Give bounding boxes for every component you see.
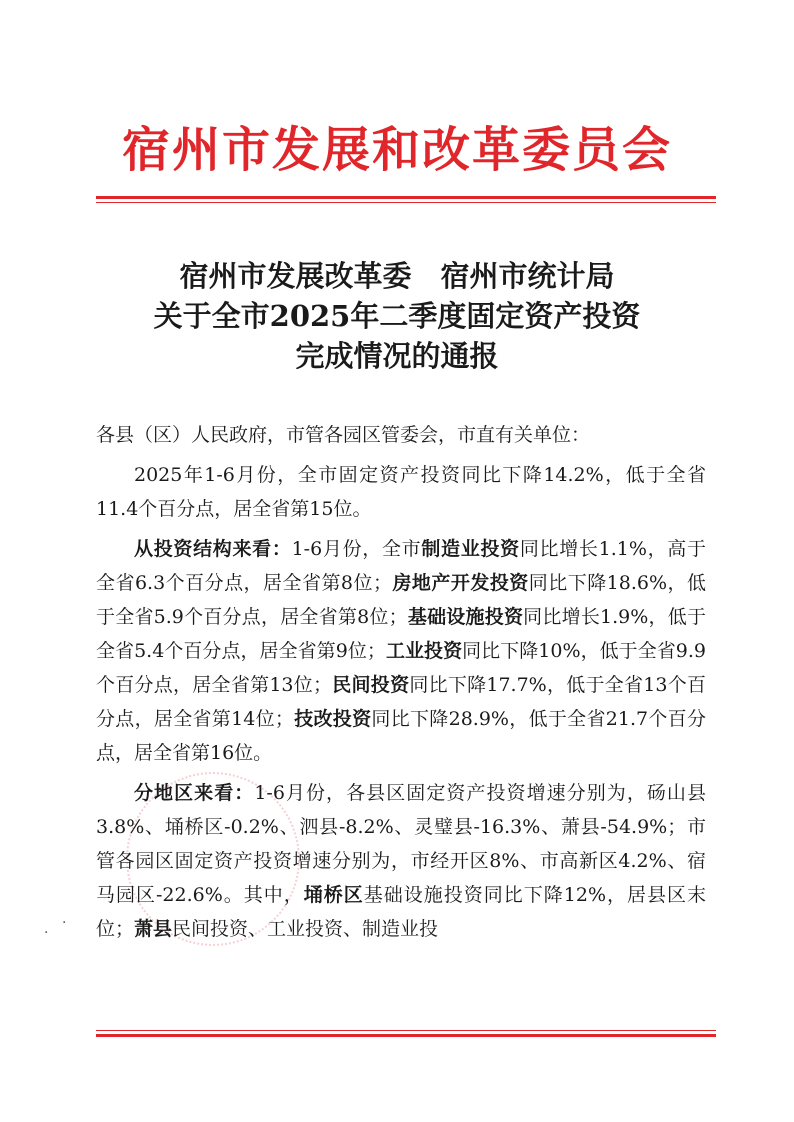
paragraph-investment-structure [96, 532, 706, 770]
text-run: 基础设施投资同比下降12%，居县区末位； [96, 884, 706, 940]
scan-speck: · [62, 915, 67, 931]
document-body [96, 418, 706, 952]
title-line-2: 关于全市2025年二季度固定资产投资 [153, 299, 641, 333]
letterhead-divider [96, 196, 716, 203]
keyword: 基础设施投资 [407, 606, 524, 628]
salutation: 各县（区）人民政府，市管各园区管委会，市直有关单位： [96, 424, 591, 446]
title-line-3: 完成情况的通报 [295, 339, 499, 373]
paragraph-overview: 2025年1-6月份，全市固定资产投资同比下降14.2%，低于全省11.4个百分点，居全省第15位。 [96, 464, 706, 520]
keyword: 民间投资 [332, 674, 410, 696]
section-lead: 分地区来看： [134, 782, 255, 804]
keyword: 制造业投资 [421, 538, 520, 560]
text-run: 同比增长1.1%，高于全省6.3个百分点，居全省第8位； [96, 538, 706, 594]
document-title [0, 256, 794, 376]
keyword: 萧县 [134, 918, 173, 940]
keyword: 技改投资 [293, 708, 372, 730]
page-bottom-divider [96, 1030, 716, 1037]
keyword: 房地产开发投资 [391, 572, 529, 594]
text-run: 同比下降18.6%，低于全省5.9个百分点，居全省第8位； [96, 572, 706, 628]
text-run: 民间投资、工业投资、制造业投 [172, 918, 439, 940]
text-run: 1-6月份，全市 [291, 538, 422, 560]
keyword: 工业投资 [385, 640, 463, 662]
letterhead-org-name: 宿州市发展和改革委员会 [121, 122, 672, 178]
title-line-1: 宿州市发展改革委 宿州市统计局 [179, 259, 615, 293]
text-run: 1-6月份，各县区固定资产投资增速分别为，砀山县3.8%、埇桥区-0.2%、泗县-8.2%、灵璧县-16.3%、萧县-54.9%；市管各园区固定资产投资增速分别为，市经开区8%、市高新区4.2%、宿马园区-22.6%。其中， [96, 782, 706, 906]
text-run: 同比下降17.7%，低于全省13个百分点，居全省第14位； [96, 674, 706, 730]
scan-speck: · [44, 925, 49, 941]
text-run: 同比增长1.9%，低于全省5.4个百分点，居全省第9位； [96, 606, 706, 662]
text-run: 同比下降28.9%，低于全省21.7个百分点，居全省第16位。 [96, 708, 706, 764]
paragraph-by-region [96, 776, 706, 946]
text-run: 同比下降10%，低于全省9.9个百分点，居全省第13位； [96, 640, 706, 696]
section-lead: 从投资结构来看： [134, 538, 292, 560]
keyword: 埇桥区 [303, 884, 364, 906]
